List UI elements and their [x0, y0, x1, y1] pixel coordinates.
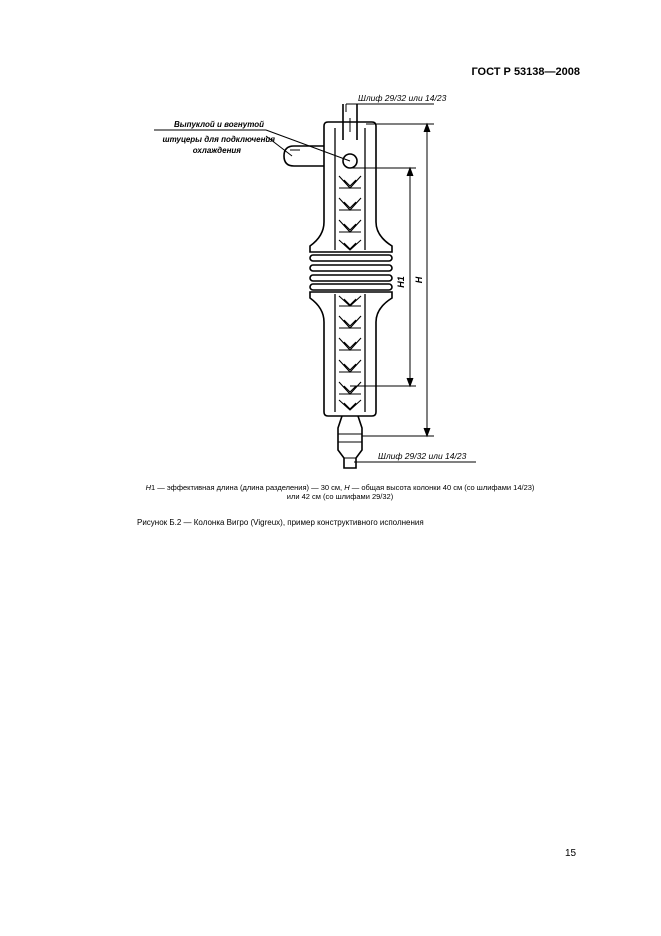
- label-side-nozzles-line3: охлаждения: [192, 146, 241, 155]
- label-side-nozzles-line2: штуцеры для подключения: [162, 135, 275, 144]
- figure-caption: Рисунок Б.2 — Колонка Вигро (Vigreux), пример конструктивного исполнения: [137, 518, 424, 527]
- label-bottom-joint: Шлиф 29/32 или 14/23: [378, 451, 467, 461]
- figure-note-line2: или 42 см (со шлифами 29/32): [286, 492, 394, 501]
- figure-note-line1: [60, 483, 620, 492]
- h-symbol: H: [344, 483, 350, 492]
- figure-note: [60, 483, 620, 501]
- label-side-nozzles-line1: Выпуклой и вогнутой: [173, 120, 264, 129]
- vigreux-cells-lower: [339, 296, 361, 410]
- label-h1: H1: [396, 276, 406, 288]
- h1-description: 1 — эффективная длина (длина разделения) — 30 см,: [151, 483, 345, 492]
- page-number: 15: [565, 848, 577, 859]
- vigreux-cells-upper: [339, 176, 361, 250]
- document-header: ГОСТ Р 53138—2008: [471, 66, 580, 78]
- h-description: — общая высота колонки 40 см (со шлифами 14/23): [349, 483, 535, 492]
- h1-symbol: H: [145, 483, 151, 492]
- label-top-joint: Шлиф 29/32 или 14/23: [358, 93, 447, 103]
- label-h: H: [414, 276, 424, 284]
